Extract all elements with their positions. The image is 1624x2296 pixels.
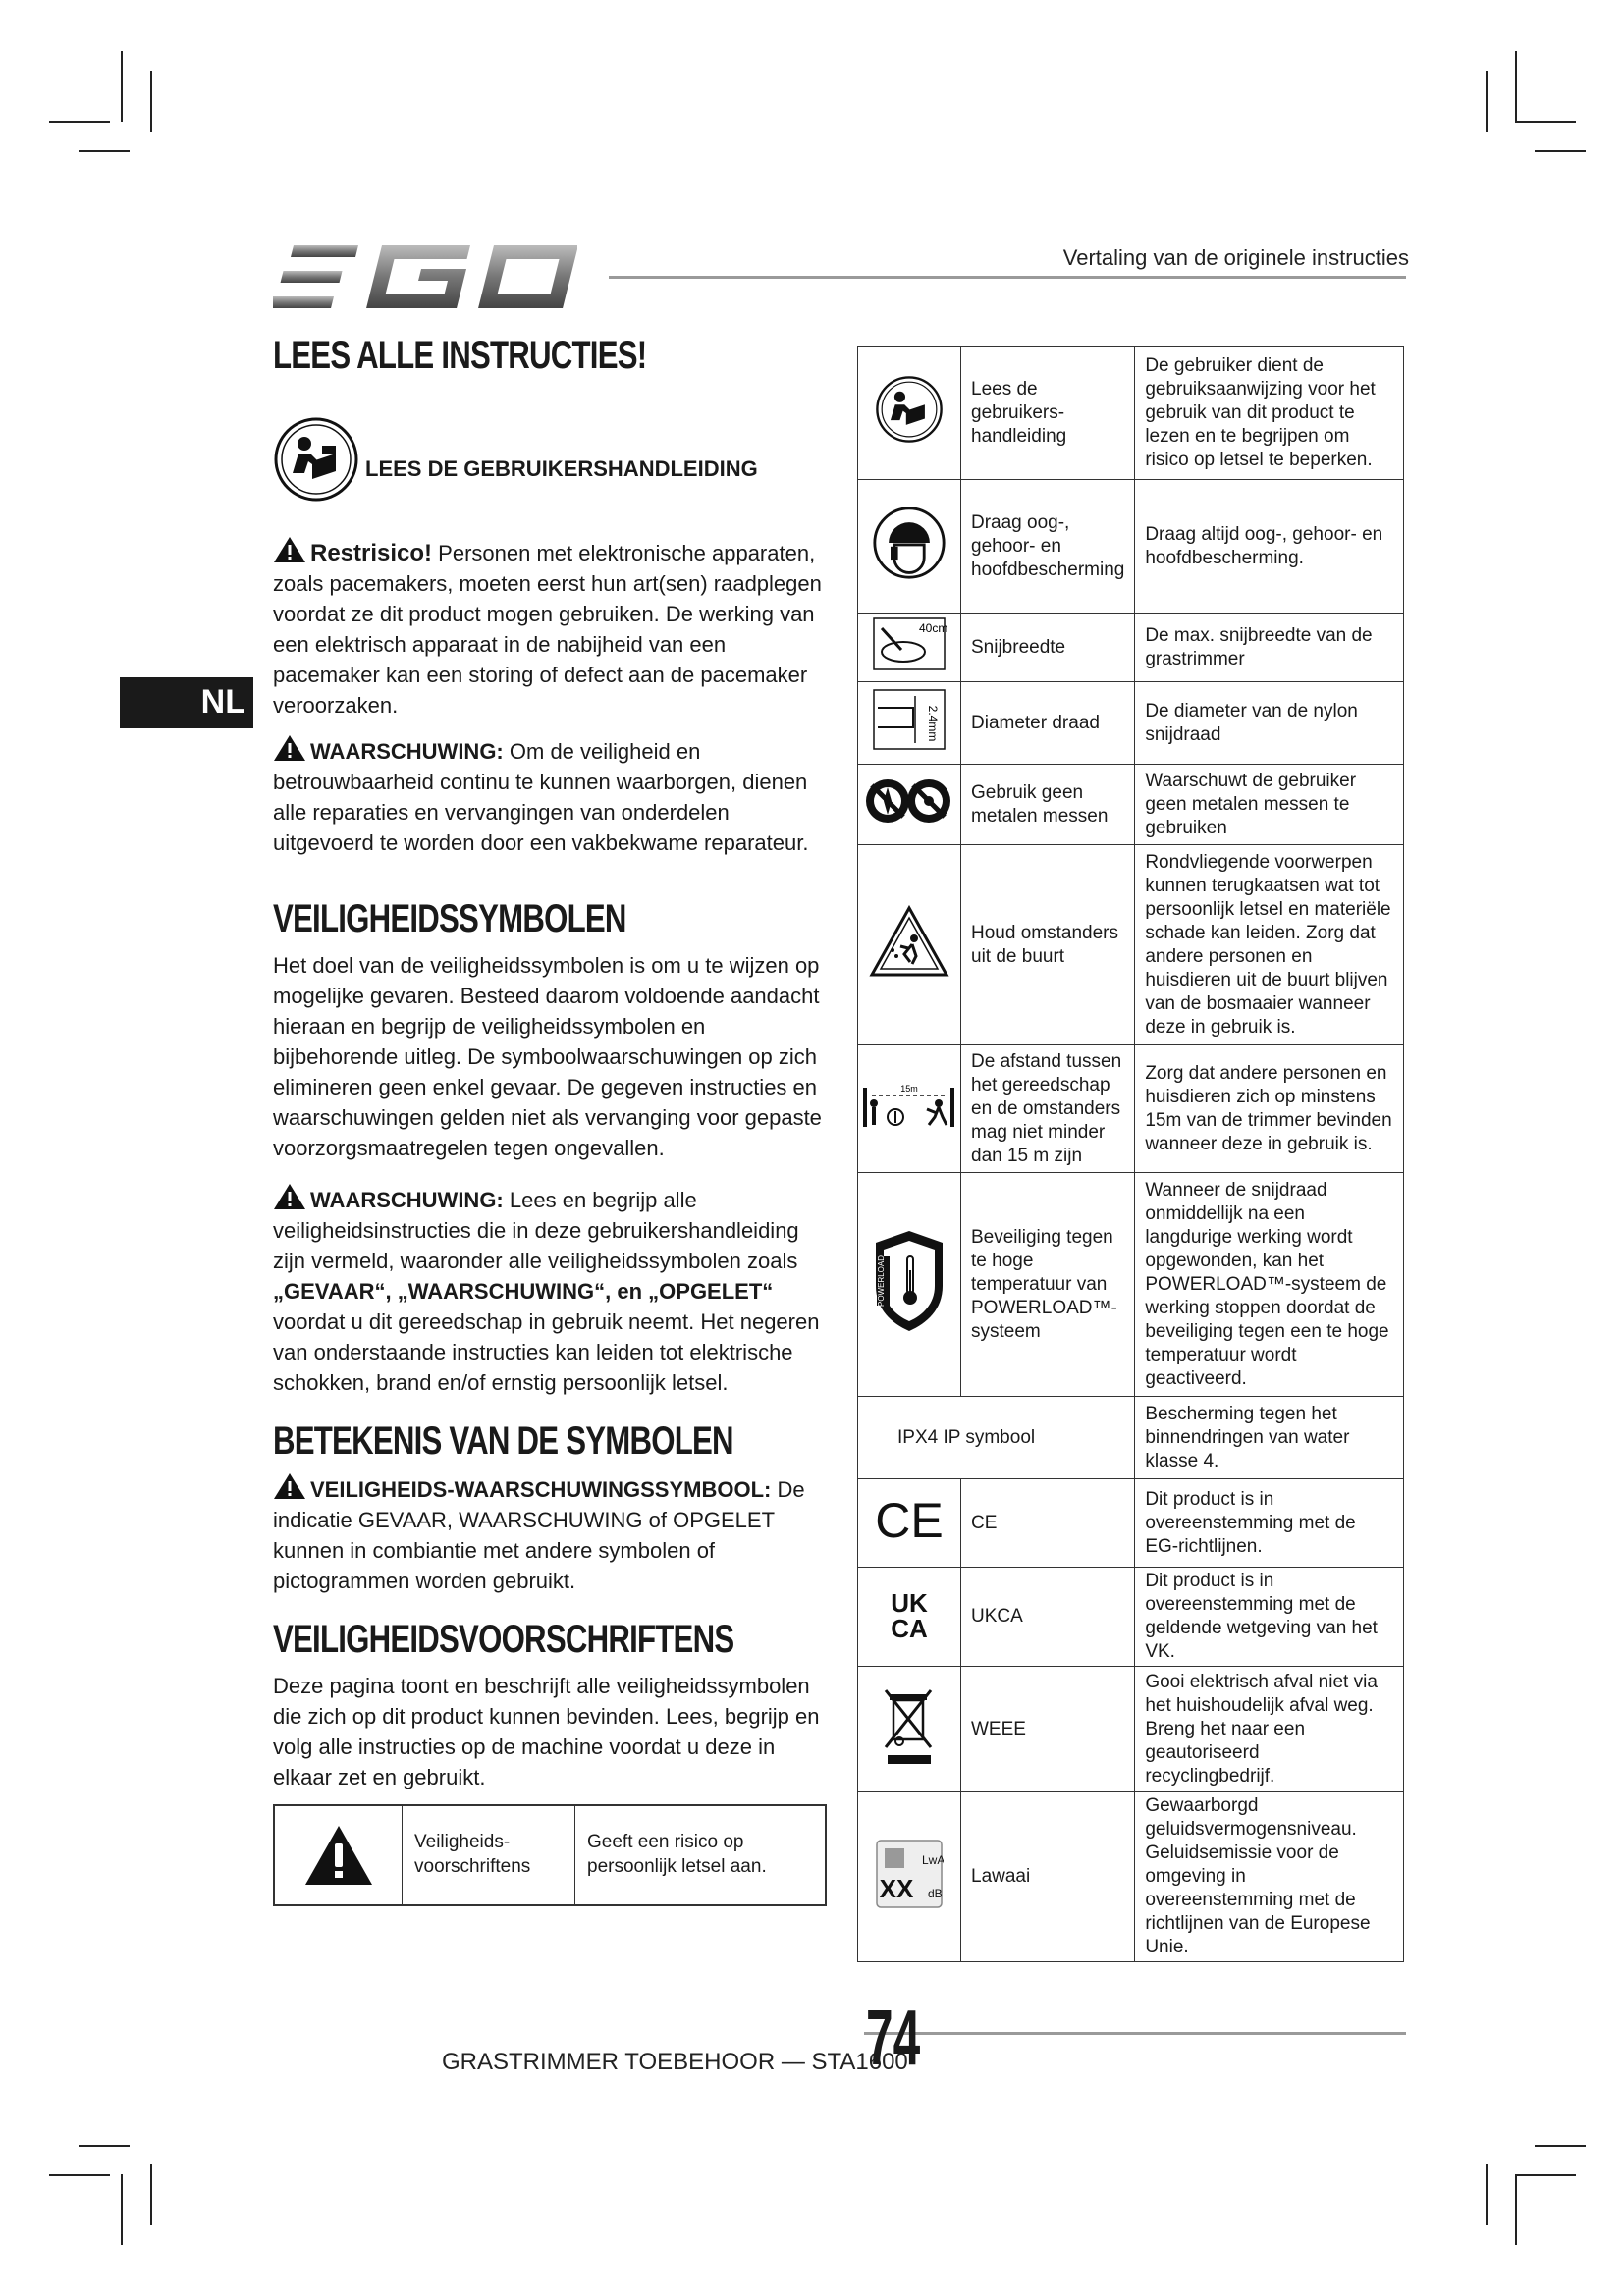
warning1-label: WAARSCHUWING: (310, 739, 504, 764)
warning2-text-a: Lees en begrijp alle veiligheidsinstructies die in deze gebruikershandleiding zijn vermeld, waaronder alle veiligheidssymbolen zoals (273, 1188, 799, 1273)
svg-text:UK: UK (891, 1587, 928, 1618)
title-symbol-meaning: BETEKENIS VAN DE SYMBOLEN (273, 1419, 733, 1463)
symbol-desc: Wanneer de snijdraad onmiddellijk na een langdurige werking wordt opgewonden, kan het POWERLOAD™-systeem de werking stoppen doordat de beveiliging tegen een te hoge temperatuur wordt geactiveerd. (1135, 1173, 1404, 1397)
symbol-name: Lawaai (961, 1792, 1135, 1962)
no-metal-blades-icon (864, 772, 954, 830)
safety-rules-table (273, 1804, 827, 1906)
safety-rules-paragraph: Deze pagina toont en beschrijft alle veiligheidssymbolen die zich op dit product kunnen bevinden. Lees, begrijp en volg alle instructies op de machine voordat u deze in elkaar zet en gebruikt. (273, 1674, 820, 1789)
powerload-thermometer-icon (872, 1227, 947, 1335)
warning-triangle-icon (273, 1183, 306, 1210)
warning-triangle-icon (273, 734, 306, 762)
ego-logo (273, 241, 577, 312)
symbol-desc: Bescherming tegen het binnendringen van water klasse 4. (1135, 1397, 1404, 1479)
symbol-desc: Waarschuwt de gebruiker geen metalen messen te gebruiken (1135, 765, 1404, 845)
ipx4-label: IPX4 IP symbool (858, 1397, 1135, 1479)
ukca-icon (880, 1584, 939, 1643)
cutting-width-icon (872, 616, 947, 671)
left-column (273, 334, 823, 1792)
title-safety-rules: VEILIGHEIDSVOORSCHRIFTENS (273, 1618, 734, 1661)
weee-icon (880, 1684, 939, 1767)
table-row (858, 480, 1404, 614)
table-row (858, 1667, 1404, 1792)
warning2-text-b: voordat u dit gereedschap in gebruik neemt. Het negeren van onderstaande instructies kan leiden tot elektrische schokken, brand en/of ernstig persoonlijk letsel. (273, 1309, 820, 1395)
symbol-name: Snijbreedte (961, 614, 1135, 682)
page-number: 74 (866, 1994, 921, 2081)
table-row (858, 1173, 1404, 1397)
symbol-desc: Zorg dat andere personen en huisdieren zich op minstens 15m van de trimmer bevinden wanneer deze in gebruik is. (1135, 1045, 1404, 1173)
symbol-name: CE (961, 1479, 1135, 1568)
symbols-paragraph: Het doel van de veiligheidssymbolen is om u te wijzen op mogelijke gevaren. Besteed daarom voldoende aandacht hieraan en begrijp de veiligheidssymbolen en bijbehorende uitleg. De symboolwaarschuwingen op zich elimineren geen enkel gevaar. De gegeven instructies en waarschuwingen gelden niet als vervanging voor gepaste voorzorgsmaatregelen tegen ongevallen. (273, 953, 822, 1160)
symbol-text: De indicatie GEVAAR, WAARSCHUWING of OPGELET kunnen in combiantie met andere symbolen of pictogrammen worden gebruikt. (273, 1477, 805, 1593)
read-manual-icon (273, 416, 359, 503)
symbol-desc: Dit product is in overeenstemming met de EG-richtlijnen. (1135, 1479, 1404, 1568)
symbol-desc: Dit product is in overeenstemming met de geldende wetgeving van het VK. (1135, 1568, 1404, 1667)
read-manual-icon (875, 375, 944, 444)
svg-text:POWERLOAD: POWERLOAD (877, 1255, 886, 1308)
header-rule (609, 276, 1406, 279)
warning-triangle-icon (303, 1824, 374, 1887)
symbol-desc: Gewaarborgd geluidsvermogensniveau. Geluidsemissie voor de omgeving in overeenstemming met de richtlijnen van de Europese Unie. (1135, 1792, 1404, 1962)
restrisico-label: Restrisico! (310, 540, 433, 566)
warning2-label: WAARSCHUWING: (310, 1188, 504, 1212)
helmet-icon (872, 506, 947, 580)
symbol-desc: De gebruiker dient de gebruiksaanwijzing voor het gebruik van dit product te lezen en te begrijpen om risico op letsel te beperken. (1135, 347, 1404, 480)
small-table-name: Veiligheids-voorschriftens (403, 1806, 575, 1904)
symbol-name: Lees de gebruikers-handleiding (961, 347, 1135, 480)
warning-triangle-icon (273, 1472, 306, 1500)
read-manual-row (273, 416, 823, 503)
symbols-table (857, 346, 1404, 1962)
keep-bystanders-icon (869, 905, 949, 978)
symbol-desc: Rondvliegende voorwerpen kunnen terugkaatsen wat tot persoonlijk letsel en materiële schade kan leiden. Zorg dat andere personen en huisdieren uit de buurt blijven van de bosmaaier wanneer deze in gebruik is. (1135, 845, 1404, 1045)
symbol-desc: De diameter van de nylon snijdraad (1135, 682, 1404, 765)
table-row (858, 1045, 1404, 1173)
symbol-desc: De max. snijbreedte van de grastrimmer (1135, 614, 1404, 682)
svg-text:CE: CE (875, 1496, 944, 1543)
distance-icon (860, 1078, 958, 1133)
title-safety-symbols: VEILIGHEIDSSYMBOLEN (273, 897, 626, 940)
read-manual-label: LEES DE GEBRUIKERSHANDLEIDING (365, 455, 758, 481)
restrisico-text: Personen met elektronische apparaten, zoals pacemakers, moeten eerst hun art(sen) raadplegen voordat ze dit product mogen gebruiken. De werking van een elektrisch apparaat in de nabijheid van een pacemaker kan een storing of defect aan de pacemaker veroorzaken. (273, 541, 822, 718)
warning1-paragraph (273, 734, 823, 858)
table-row (858, 1568, 1404, 1667)
symbol-name: De afstand tussen het gereedschap en de omstanders mag niet minder dan 15 m zijn (961, 1045, 1135, 1173)
symbol-desc: Gooi elektrisch afval niet via het huishoudelijk afval weg. Breng het naar een geautoriseerd recyclingbedrijf. (1135, 1667, 1404, 1792)
table-row (858, 1397, 1404, 1479)
line-diameter-icon (872, 688, 947, 751)
svg-text:15m: 15m (900, 1084, 918, 1094)
restrisico-paragraph (273, 536, 823, 721)
warning2-bold: „GEVAAR“, „WAARSCHUWING“, en „OPGELET“ (273, 1279, 774, 1304)
table-row (858, 682, 1404, 765)
header-subtitle: Vertaling van de originele instructies (1062, 245, 1409, 270)
ce-icon (874, 1496, 945, 1543)
warning-triangle-icon (273, 536, 306, 563)
warning1-text: Om de veiligheid en betrouwbaarheid continu te kunnen waarborgen, dienen alle reparaties en vervangingen van onderdelen uitgevoerd te worden door een vakbekwame reparateur. (273, 739, 809, 855)
svg-text:XX: XX (879, 1873, 914, 1903)
symbol-label: VEILIGHEIDS-WAARSCHUWINGSSYMBOOL: (310, 1477, 772, 1502)
warning2-paragraph (273, 1183, 823, 1398)
svg-text:LwA: LwA (922, 1852, 944, 1867)
language-tab: NL (120, 677, 253, 728)
svg-text:CA: CA (891, 1613, 928, 1643)
symbol-name: UKCA (961, 1568, 1135, 1667)
symbol-name: Draag oog-, gehoor- en hoofdbescherming (961, 480, 1135, 614)
symbol-meaning-paragraph (273, 1472, 823, 1596)
table-row (858, 1479, 1404, 1568)
svg-text:40cm: 40cm (919, 621, 947, 635)
table-row (858, 614, 1404, 682)
table-row (858, 1792, 1404, 1962)
footer-text: GRASTRIMMER TOEBEHOOR — STA1600 (442, 2049, 908, 2075)
footer-rule (864, 2032, 1406, 2035)
small-table-desc: Geeft een risico op persoonlijk letsel aan. (587, 1832, 767, 1877)
symbol-desc: Draag altijd oog-, gehoor- en hoofdbescherming. (1135, 480, 1404, 614)
symbol-name: Gebruik geen metalen messen (961, 765, 1135, 845)
symbol-name: Diameter draad (961, 682, 1135, 765)
table-row (858, 347, 1404, 480)
table-row (858, 765, 1404, 845)
symbol-name: Houd omstanders uit de buurt (961, 845, 1135, 1045)
svg-text:2.4mm: 2.4mm (926, 705, 940, 742)
table-row (858, 845, 1404, 1045)
symbol-name: Beveiliging tegen te hoge temperatuur van POWERLOAD™-systeem (961, 1173, 1135, 1397)
title-read-all: LEES ALLE INSTRUCTIES! (273, 334, 647, 377)
svg-text:dB: dB (928, 1886, 943, 1900)
symbol-name: WEEE (961, 1667, 1135, 1792)
warning-cell (275, 1806, 403, 1904)
noise-icon (875, 1839, 944, 1909)
